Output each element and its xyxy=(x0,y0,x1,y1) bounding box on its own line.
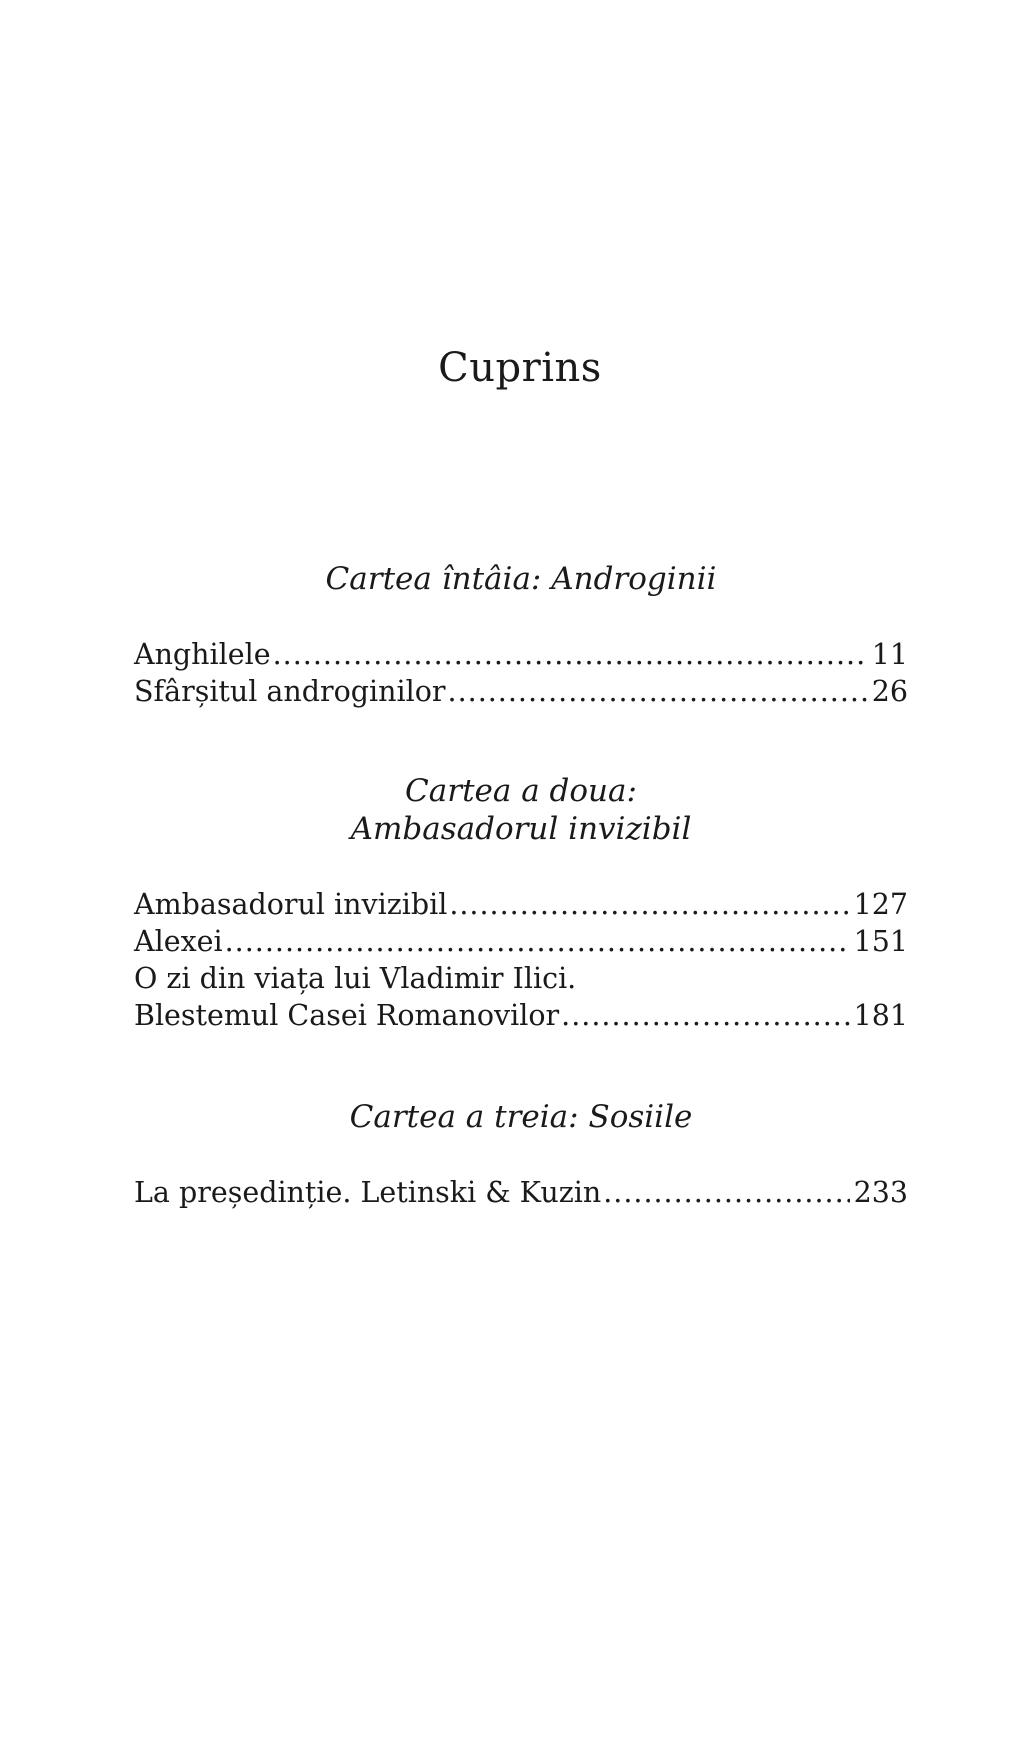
section-title-line: Cartea a doua: xyxy=(405,773,637,809)
toc-entry[interactable] xyxy=(134,636,908,673)
toc-entry-page: 127 xyxy=(853,888,908,921)
dot-leader xyxy=(273,636,868,673)
toc-entry-label: Alexei xyxy=(134,925,223,958)
toc-entry[interactable] xyxy=(134,1174,908,1211)
toc-entry-page: 151 xyxy=(853,925,908,958)
toc-entry-page: 233 xyxy=(853,1176,908,1209)
dot-leader xyxy=(561,997,849,1034)
dot-leader xyxy=(603,1174,849,1211)
section-title xyxy=(134,772,908,848)
toc-section-2 xyxy=(134,772,908,1034)
toc-entry-label: Anghilele xyxy=(134,638,271,671)
toc-entry[interactable] xyxy=(134,923,908,960)
toc-entry-label: Sfârșitul androginilor xyxy=(134,675,446,708)
toc-entry[interactable] xyxy=(134,997,908,1034)
toc-entry-label-line1: O zi din viața lui Vladimir Ilici. xyxy=(134,962,577,995)
toc-section-3 xyxy=(134,1098,908,1211)
toc-entry-page: 181 xyxy=(853,999,908,1032)
toc-entry-label: Blestemul Casei Romanovilor xyxy=(134,999,560,1032)
section-title-line: Cartea a treia: Sosiile xyxy=(349,1099,693,1135)
toc-entry[interactable] xyxy=(134,886,908,923)
toc-entry-label: Ambasadorul invizibil xyxy=(134,888,448,921)
dot-leader xyxy=(225,923,850,960)
dot-leader xyxy=(448,673,868,710)
section-title-line: Cartea întâia: Androginii xyxy=(325,561,717,597)
dot-leader xyxy=(449,886,849,923)
toc-entry-page: 26 xyxy=(871,675,908,708)
section-title xyxy=(134,1098,908,1136)
section-title-line: Ambasadorul invizibil xyxy=(350,811,692,847)
toc-entry-page: 11 xyxy=(871,638,908,671)
page-title: Cuprins xyxy=(438,345,602,391)
section-title xyxy=(134,560,908,598)
toc-entry[interactable] xyxy=(134,673,908,710)
toc-entry-label: La președinție. Letinski & Kuzin xyxy=(134,1176,602,1209)
toc-section-1 xyxy=(134,560,908,710)
